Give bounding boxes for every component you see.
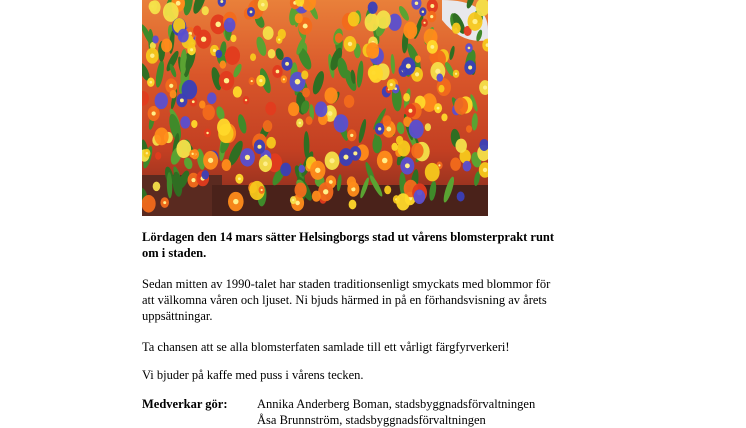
credits-names (257, 396, 677, 428)
credit-name: Annika Anderberg Boman, stadsbyggnadsförvaltningen (257, 397, 536, 411)
credit-name: Åsa Brunnström, stadsbyggnadsförvaltningen (257, 413, 486, 427)
flower-bed-photo (142, 0, 488, 216)
spring-flower-bed-photo-icon (142, 0, 488, 216)
paragraph-chance: Ta chansen att se alla blomsterfaten samlade till ett vårligt färgfyrverkeri! (142, 340, 510, 354)
paragraph-intro: Sedan mitten av 1990-talet har staden traditionsenligt smyckats med blommor för att välkomna våren och ljuset. Ni bjuds härmed in på en förhandsvisning av årets uppsättningar. (142, 277, 551, 323)
paragraph-coffee: Vi bjuder på kaffe med puss i vårens tecken. (142, 368, 364, 382)
credits-label: Medverkar gör: (142, 397, 228, 411)
lead-paragraph: Lördagen den 14 mars sätter Helsingborgs stad ut vårens blomsterprakt runt om i staden. (142, 230, 555, 260)
